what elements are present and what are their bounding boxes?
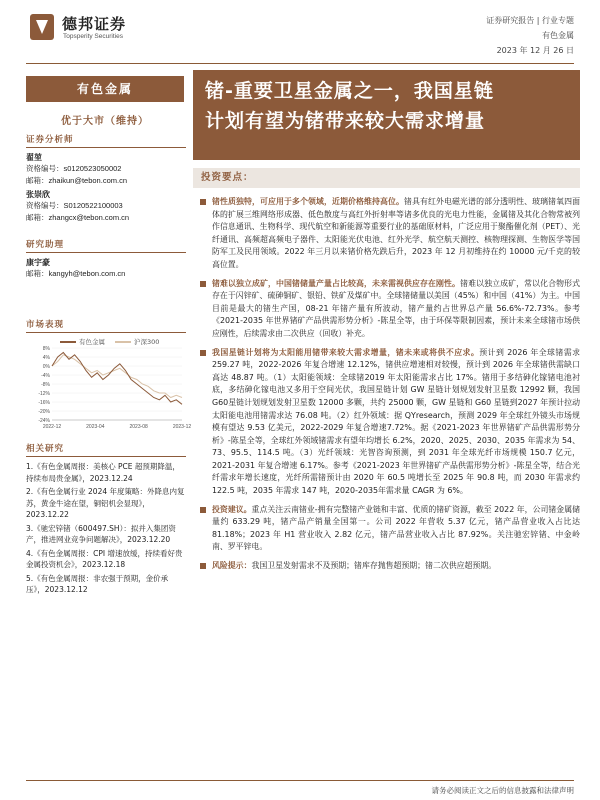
report-title xyxy=(193,70,580,160)
researcher-name: 康宇豪 xyxy=(26,258,50,267)
y-tick-label: -8% xyxy=(41,382,50,388)
brand-logo-icon xyxy=(28,12,56,42)
report-type: 证券研究报告 xyxy=(486,16,535,25)
related-title: 相关研究 xyxy=(26,442,186,457)
legend-item-a: 有色金属 xyxy=(60,337,105,346)
market-line-chart xyxy=(26,344,192,436)
report-category: 行业专题 xyxy=(542,16,574,25)
market-performance-section xyxy=(26,318,192,430)
point-lead: 风险提示： xyxy=(212,561,252,571)
footer-disclaimer: 请务必阅读正文之后的信息披露和法律声明 xyxy=(431,786,574,795)
point-item xyxy=(200,278,580,341)
analysts-title: 证券分析师 xyxy=(26,133,186,148)
analyst-email[interactable]: 邮箱：zhangcx@tebon.com.cn xyxy=(26,213,130,222)
report-type-line: 证券研究报告 | 行业专题 xyxy=(486,16,574,25)
related-item[interactable]: 4.《有色金属周报：CPI 增速放缓，持续看好贵金属投资机会》，2023.12.18 xyxy=(26,548,183,569)
point-text: 我国卫星发射需求不及预期；锗库存抛售超预期；锗二次供应超预期。 xyxy=(251,561,497,571)
analyst-email[interactable]: 邮箱：zhaikun@tebon.com.cn xyxy=(26,176,127,185)
analyst-2 xyxy=(26,189,186,224)
title-line-2: 计划有望为锗带来较大需求增量 xyxy=(205,110,486,132)
analyst-1 xyxy=(26,152,186,187)
point-lead: 投资建议。 xyxy=(212,504,252,514)
point-lead: 锗性质独特，可应用于多个领域，近期价格维持高位。 xyxy=(212,197,405,206)
point-lead: 我国星链计划将为太阳能用锗带来较大需求增量，锗未来或将供不应求。 xyxy=(212,347,480,357)
x-tick-label: 2023-08 xyxy=(129,424,148,430)
related-item[interactable]: 3.《驰宏锌锗（600497.SH）：拟并入集团资产，推进网业竞争问题解决》，2023.12.20 xyxy=(26,523,176,544)
investment-points xyxy=(200,196,580,579)
bullet-square-icon xyxy=(200,507,206,513)
point-item xyxy=(200,560,580,573)
related-item[interactable]: 2.《有色金属行业 2024 年度策略：外降息内复苏，黄金牛途在望，铜铝机会显现》，2023.12.22 xyxy=(26,487,185,519)
y-tick-label: 0% xyxy=(42,364,50,370)
header-divider xyxy=(26,63,574,64)
sector-label: 有色金属 xyxy=(26,76,184,102)
analyst-name: 张崇欣 xyxy=(26,190,50,199)
x-tick-label: 2023-04 xyxy=(86,424,105,430)
footer-divider xyxy=(26,780,574,781)
point-item xyxy=(200,504,580,554)
x-tick-label: 2022-12 xyxy=(42,424,62,430)
bullet-square-icon xyxy=(200,350,206,356)
series-line xyxy=(52,355,182,398)
legend-item-b: 沪深300 xyxy=(115,337,159,346)
point-text: 预计到 2026 年全球锗需求 259.27 吨，2022-2026 年复合增速 12.12%，锗供应增速相对较慢，预计到 2026 年全球锗供需缺口高达 48.87 吨。（1）太阳能领域：全球锗2019 年太阳能需求占比 17%。锗用于多结砷化镓锗电池衬底，多结砷化镓电池又多用于空间光伏，我国星链计划 GW 星链计划规划发射卫星数 12992 颗，我国 G60星链计划规划发射卫星数 12000 多颗，共约 25000 颗，GW 星链和 G60 星链到2027 年预计拉动太阳能电池用锗需求达 76.08 吨。（2）红外领域：据 QYresearch，预测 2029 年全球红外镜头市场规模有望达 9.53 亿美元，2022-2029 年复合增速7.72%。据《2021-2023 年世界锗矿产品供需形势分析》-陈星全等，全球红外领域锗需求有望年均增长 6.2%，2020、2025、2030、2035 年需求为 54、73、95.5、114.5 吨。（3）光纤领域：光智咨询预测，到 2031 年全球光纤市场规模 150.7 亿元，2021-2031 年复合增速 6.17%。参考《2021-2023 年世界锗矿产品供需形势分析》-陈星全等，结合光纤需求年增长速度，光纤所需锗预计由 2020 年 60.5 吨增长至 2025 年 90.8 吨，而 2030 年需求约 122.5 吨，2035 年需求 147 吨，2020-2035年需求量 CAGR 为 6%。 xyxy=(212,347,580,496)
bullet-square-icon xyxy=(200,563,206,569)
points-title: 投资要点： xyxy=(193,168,580,188)
analyst-license: 资格编号：S0120522100003 xyxy=(26,201,123,210)
y-tick-label: 4% xyxy=(42,355,50,361)
y-tick-label: 8% xyxy=(42,346,50,352)
x-tick-label: 2023-12 xyxy=(172,424,192,430)
bullet-square-icon xyxy=(200,281,206,287)
report-date: 2023 年 12 月 26 日 xyxy=(496,46,574,55)
report-header xyxy=(0,0,600,66)
analysts-section xyxy=(26,133,186,280)
market-title: 市场表现 xyxy=(26,318,186,333)
related-item[interactable]: 1.《有色金属周报：美核心 PCE 超预期降温，持续布局贵金属》，2023.12.24 xyxy=(26,462,180,483)
y-tick-label: -20% xyxy=(38,409,50,415)
point-text: 重点关注云南锗业-拥有完整锗产业链和丰富、优质的锗矿资源，截至 2022 年，公司锗金属储量约 633.29 吨，锗产品产销量全国第一。公司 2022 年营收 5.37 亿元，锗产品营业收入占比达 81.18%；2023 年 H1 营业收入 2.82 亿元，锗产品营业收入占比 87.92%。关注驰宏锌锗、中金岭南、罗平锌电。 xyxy=(212,504,580,552)
researcher-email[interactable]: 邮箱：kangyh@tebon.com.cn xyxy=(26,269,126,278)
point-lead: 锗难以独立成矿，中国锗储量产量占比较高，未来需视供应存在刚性。 xyxy=(212,278,461,288)
related-research-section xyxy=(26,442,186,598)
point-item xyxy=(200,347,580,498)
y-tick-label: -12% xyxy=(38,391,50,397)
series-line xyxy=(52,353,182,405)
report-meta xyxy=(486,13,574,58)
related-item[interactable]: 5.《有色金属周报：非农强于预期，金价承压》，2023.12.12 xyxy=(26,573,169,594)
brand-name: 德邦证券 xyxy=(62,15,127,33)
legend-swatch xyxy=(60,341,76,343)
analyst-name: 翟堃 xyxy=(26,153,42,162)
analyst-license: 资格编号：s0120523050002 xyxy=(26,164,122,173)
title-line-1: 锗-重要卫星金属之一，我国星链 xyxy=(205,80,494,102)
point-text: 锗具有红外电磁光谱的部分透明性、玻璃锗氧四面体的扩展三维网络形成器、低色散度与高红外折射率等诸多优良的光电力性能，金属锗及其化合物常被列作信息通讯、生物科学、现代航空和新能源等重要行业的基础原材料，广泛应用于聚酯催化剂（PET）、光纤通讯、高频超高频电子器件、太阳能光伏电池、红外光学、航空航天测控、核物理探测、生物医学等国防军工及民用领域。2022 年三月以来锗价格先跌后升，2023 年 12 月初维持在约 10000 元/千克的较高位置。 xyxy=(212,197,580,269)
point-item xyxy=(200,196,580,272)
researcher-1 xyxy=(26,257,186,280)
y-tick-label: -16% xyxy=(38,400,50,406)
legend-swatch xyxy=(115,341,131,343)
brand-logo xyxy=(28,12,158,50)
rating-label: 优于大市（维持） xyxy=(61,116,149,127)
y-tick-label: -24% xyxy=(38,418,50,424)
point-text: 锗难以独立成矿，常以化合物形式存在于闪锌矿、硫砷铜矿、银铅、铁矿及煤矿中。全球锗储量以美国（45%）和中国（41%）为主。中国目前是最大的锗生产国，08-21 年锗产量有所波动，锗产量约占世界总产量 56.6%-72.73%。参考《2021-2035 年世界锗矿产品供需形势分析》-陈星全等，由于环保等限制因素，预计未来全球锗市场供应刚性，后续需求由二次供应（回收）补充。 xyxy=(212,278,580,338)
brand-name-en: Topsperity Securities xyxy=(63,33,123,40)
researchers-title: 研究助理 xyxy=(26,238,186,253)
report-sector: 有色金属 xyxy=(542,31,574,40)
bullet-square-icon xyxy=(200,199,206,205)
y-tick-label: -4% xyxy=(41,373,50,379)
